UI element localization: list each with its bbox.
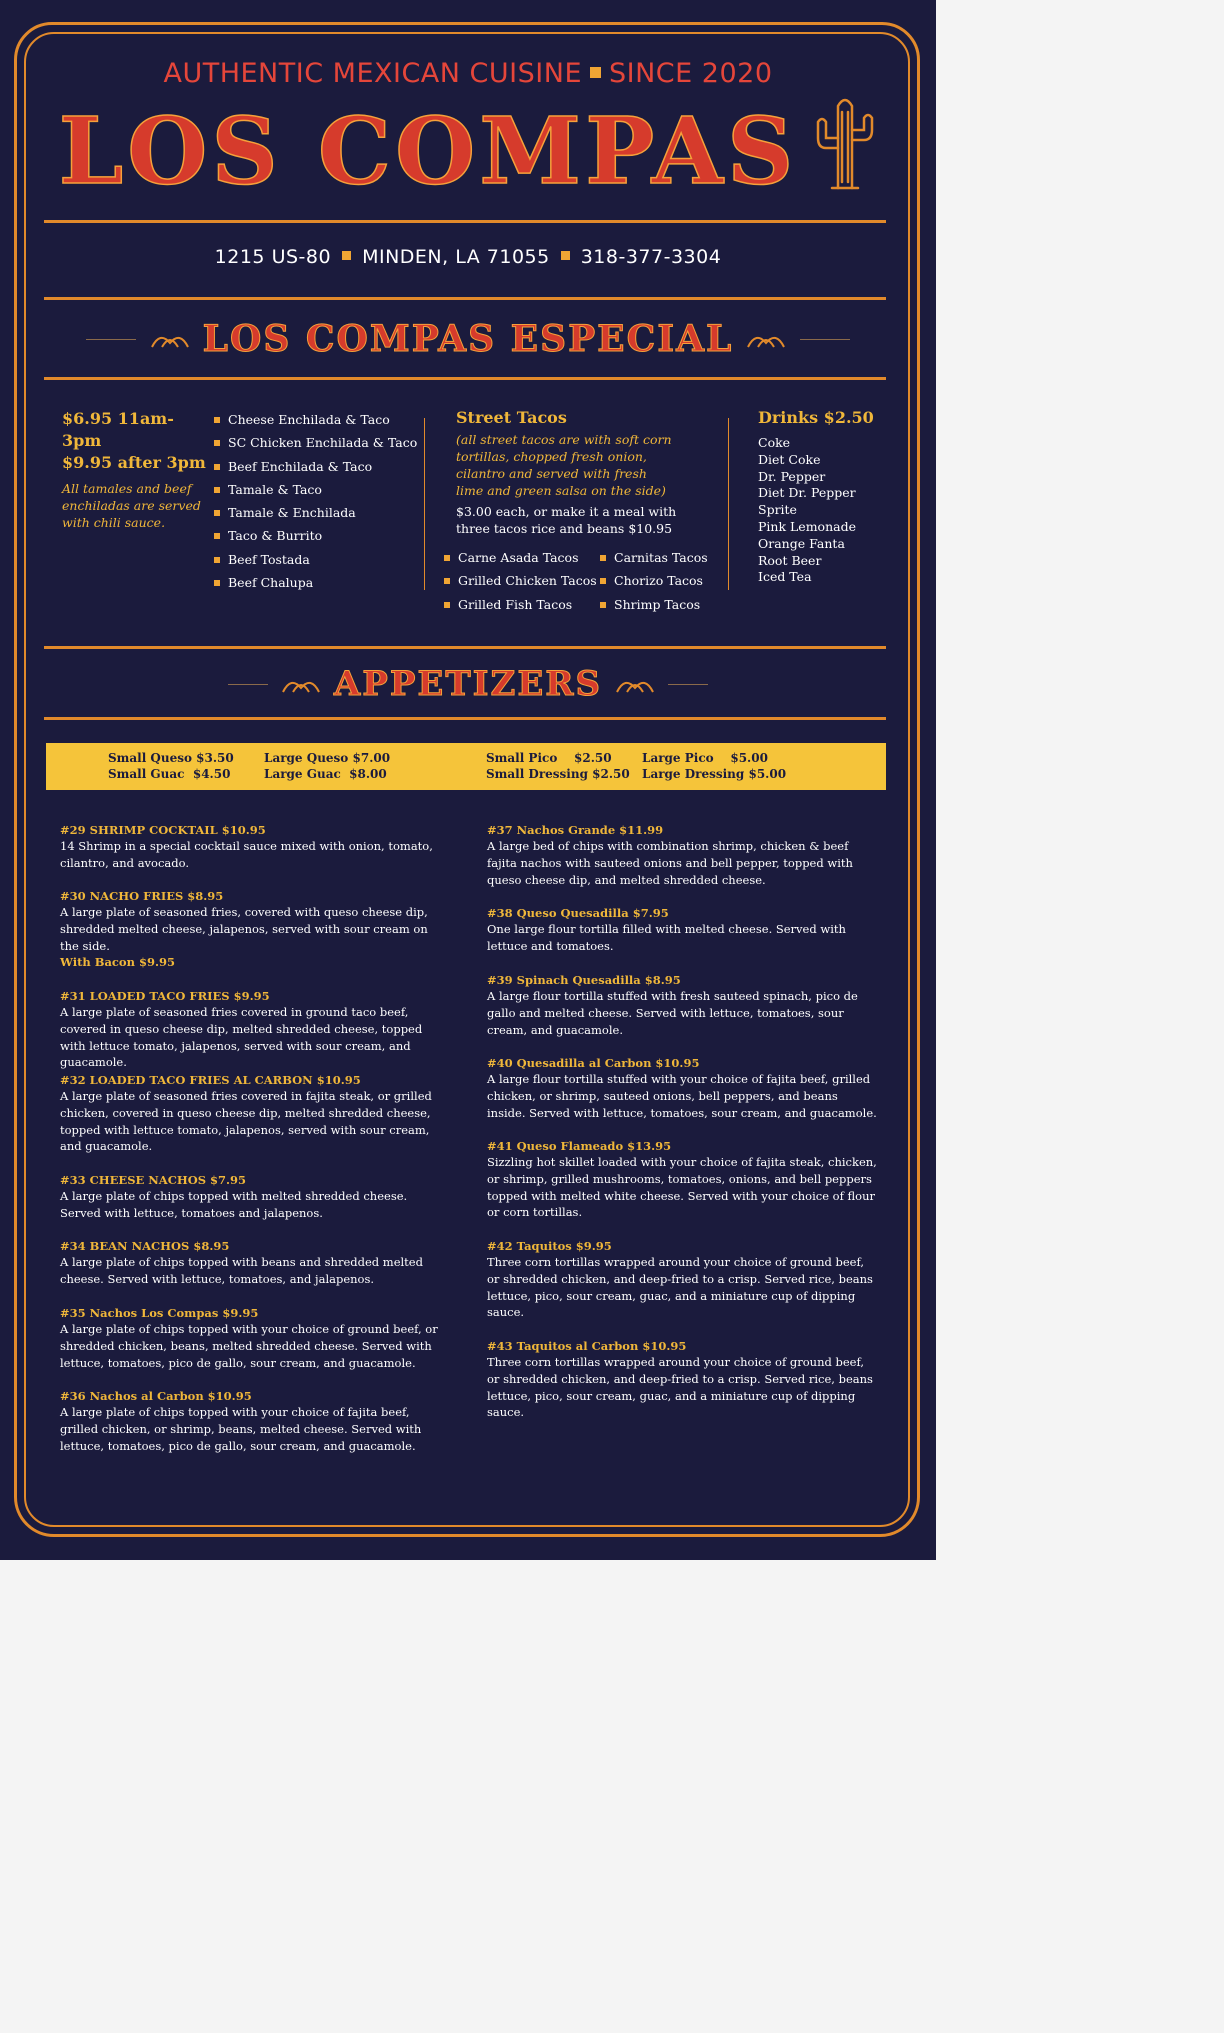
- appetizer-name: #34 BEAN NACHOS $8.95: [60, 1239, 230, 1253]
- tacos-list-right: [600, 546, 720, 616]
- appetizer-description: A large flour tortilla stuffed with your choice of fajita beef, grilled chicken, or shrimp, sauteed onions, bell peppers, and beans inside. Served with lettuce, tomatoes, sour cream, and guacamole.: [487, 1072, 877, 1120]
- appetizer-item: [60, 1388, 450, 1454]
- drink-item: Root Beer: [758, 552, 822, 568]
- especial-prices: [62, 408, 207, 531]
- appetizer-description: 14 Shrimp in a special cocktail sauce mixed with onion, tomato, cilantro, and avocado.: [60, 839, 433, 870]
- appetizers-banner: [0, 664, 936, 704]
- lunch-price: $6.95 11am-3pm: [62, 409, 174, 450]
- appetizer-name: #37 Nachos Grande $11.99: [487, 823, 664, 837]
- divider: [44, 377, 886, 380]
- drinks-list: [758, 435, 878, 586]
- combo-item: Beef Chalupa: [214, 571, 419, 594]
- sides-large-queso-guac: Large Queso $7.00 Large Guac $8.00: [264, 751, 391, 781]
- appetizer-description: A large flour tortilla stuffed with fresh sauteed spinach, pico de gallo and melted cheese. Served with lettuce, tomatoes, sour cream, and guacamole.: [487, 989, 858, 1037]
- combo-item: Tamale & Enchilada: [214, 501, 419, 524]
- drinks-section: [758, 408, 878, 586]
- appetizer-extra-option: With Bacon $9.95: [60, 955, 175, 970]
- drink-item: Iced Tea: [758, 569, 812, 585]
- appetizer-description: One large flour tortilla filled with melted cheese. Served with lettuce and tomatoes.: [487, 922, 846, 953]
- divider: [44, 646, 886, 649]
- street-tacos-title: Street Tacos: [456, 408, 567, 427]
- appetizer-description: Sizzling hot skillet loaded with your choice of fajita steak, chicken, or shrimp, grilled mushrooms, tomatoes, onions, and bell peppers topped with melted white cheese. Served with your choice of flour or corn tortillas.: [487, 1155, 877, 1220]
- dinner-price: $9.95 after 3pm: [62, 453, 206, 472]
- drink-item: Orange Fanta: [758, 535, 845, 551]
- appetizer-item: [487, 972, 877, 1038]
- ornament-icon: [746, 329, 786, 349]
- sides-price-bar: [46, 743, 886, 790]
- appetizer-name: #40 Quesadilla al Carbon $10.95: [487, 1056, 700, 1070]
- drink-item: Diet Dr. Pepper: [758, 485, 856, 501]
- city: MINDEN, LA 71055: [362, 246, 550, 268]
- appetizer-description: A large plate of seasoned fries covered in ground taco beef, covered in queso cheese dip, melted shredded cheese, topped with lettuce tomato, jalapenos, served with sour cream, and guacamole.: [60, 1005, 423, 1070]
- appetizer-description: A large plate of seasoned fries covered in fajita steak, or grilled chicken, covered in queso cheese dip, melted shredded cheese, topped with lettuce tomato, jalapenos, served with sour cream, and guacamole.: [60, 1089, 432, 1154]
- appetizer-item: [487, 1055, 877, 1121]
- appetizer-description: A large plate of chips topped with melted shredded cheese. Served with lettuce, tomatoes and jalapenos.: [60, 1189, 408, 1220]
- street-taco-item: Chorizo Tacos: [600, 569, 720, 592]
- tagline-since: SINCE 2020: [609, 58, 773, 89]
- street-taco-item: Grilled Chicken Tacos: [444, 569, 604, 592]
- cactus-icon: [812, 92, 878, 192]
- restaurant-name: LOS COMPAS: [58, 97, 798, 205]
- appetizer-name: #41 Queso Flameado $13.95: [487, 1139, 672, 1153]
- address-line: [0, 246, 936, 268]
- street-tacos-note: (all street tacos are with soft corn tortillas, chopped fresh onion, cilantro and served with fresh lime and green salsa on the side): [456, 432, 672, 498]
- appetizer-name: #33 CHEESE NACHOS $7.95: [60, 1173, 247, 1187]
- appetizer-name: #32 LOADED TACO FRIES AL CARBON $10.95: [60, 1073, 361, 1087]
- appetizer-item: [487, 1238, 877, 1321]
- combo-list: [214, 408, 419, 594]
- especial-title: LOS COMPAS ESPECIAL: [202, 318, 734, 360]
- street-taco-item: Carne Asada Tacos: [444, 546, 604, 569]
- appetizer-description: A large plate of chips topped with your choice of fajita beef, grilled chicken, or shrimp, beans, melted cheese. Served with lettuce, tomatoes, pico de gallo, sour cream, and guacamole.: [60, 1405, 422, 1453]
- appetizer-item: [487, 1138, 877, 1221]
- appetizers-title: APPETIZERS: [333, 664, 603, 704]
- appetizer-item: [487, 1338, 877, 1421]
- sides-small-queso-guac: Small Queso $3.50 Small Guac $4.50: [108, 751, 234, 781]
- appetizer-description: Three corn tortillas wrapped around your choice of ground beef, or shredded chicken, and deep-fried to a crisp. Served rice, beans lettuce, pico, sour cream, guac, and a miniature cup of dipping sauce.: [487, 1255, 873, 1320]
- appetizer-description: A large bed of chips with combination shrimp, chicken & beef fajita nachos with sauteed onions and bell pepper, topped with queso cheese dip, and melted shredded cheese.: [487, 839, 853, 887]
- street-tacos-section: [456, 408, 721, 537]
- drink-item: Pink Lemonade: [758, 518, 856, 534]
- appetizer-item: [60, 1305, 450, 1371]
- appetizer-description: A large plate of seasoned fries, covered with queso cheese dip, shredded melted cheese, jalapenos, served with sour cream on the side.: [60, 905, 428, 953]
- especial-note: All tamales and beef enchiladas are served with chili sauce.: [62, 481, 201, 530]
- street-taco-item: Shrimp Tacos: [600, 593, 720, 616]
- appetizer-item: [60, 1238, 450, 1288]
- square-bullet-icon: [590, 67, 601, 78]
- sides-small-pico-dressing: Small Pico $2.50 Small Dressing $2.50: [486, 751, 630, 781]
- drink-item: Sprite: [758, 502, 797, 518]
- tagline: [0, 58, 936, 89]
- appetizer-description: A large plate of chips topped with your choice of ground beef, or shredded chicken, beans, melted shredded cheese. Served with lettuce, tomatoes, pico de gallo, sour cream, and guacamole.: [60, 1322, 438, 1370]
- square-bullet-icon: [561, 251, 570, 260]
- column-divider: [424, 418, 425, 590]
- ornament-icon: [281, 674, 321, 694]
- appetizer-description: A large plate of chips topped with beans and shredded melted cheese. Served with lettuce, tomatoes, and jalapenos.: [60, 1255, 423, 1286]
- appetizer-name: #31 LOADED TACO FRIES $9.95: [60, 989, 270, 1003]
- ornament-icon: [150, 329, 190, 349]
- tagline-cuisine: AUTHENTIC MEXICAN CUISINE: [163, 58, 582, 89]
- especial-banner: [0, 318, 936, 360]
- phone: 318-377-3304: [580, 246, 722, 268]
- drink-item: Dr. Pepper: [758, 468, 826, 484]
- square-bullet-icon: [342, 251, 351, 260]
- appetizer-name: #39 Spinach Quesadilla $8.95: [487, 973, 681, 987]
- divider: [44, 220, 886, 223]
- appetizer-item: [60, 822, 450, 872]
- drinks-title: Drinks $2.50: [758, 408, 874, 427]
- drink-item: Diet Coke: [758, 451, 821, 467]
- appetizer-item: [487, 822, 877, 888]
- divider: [44, 297, 886, 300]
- appetizer-item: [60, 1072, 450, 1155]
- combo-item: Taco & Burrito: [214, 524, 419, 547]
- appetizer-item: [60, 888, 450, 971]
- street-taco-item: Carnitas Tacos: [600, 546, 720, 569]
- appetizer-item: [487, 905, 877, 955]
- combo-item: Beef Enchilada & Taco: [214, 455, 419, 478]
- sides-large-pico-dressing: Large Pico $5.00 Large Dressing $5.00: [642, 751, 787, 781]
- appetizer-item: [60, 1172, 450, 1222]
- appetizer-name: #43 Taquitos al Carbon $10.95: [487, 1339, 687, 1353]
- combo-item: SC Chicken Enchilada & Taco: [214, 431, 419, 454]
- ornament-icon: [615, 674, 655, 694]
- appetizer-name: #42 Taquitos $9.95: [487, 1239, 612, 1253]
- appetizer-name: #29 SHRIMP COCKTAIL $10.95: [60, 823, 266, 837]
- appetizer-name: #38 Queso Quesadilla $7.95: [487, 906, 669, 920]
- drink-item: Coke: [758, 435, 791, 450]
- appetizer-name: #35 Nachos Los Compas $9.95: [60, 1306, 259, 1320]
- combo-item: Beef Tostada: [214, 548, 419, 571]
- combo-item: Cheese Enchilada & Taco: [214, 408, 419, 431]
- street-taco-item: Grilled Fish Tacos: [444, 593, 604, 616]
- combo-item: Tamale & Taco: [214, 478, 419, 501]
- appetizer-description: Three corn tortillas wrapped around your choice of ground beef, or shredded chicken, and deep-fried to a crisp. Served rice, beans lettuce, pico, sour cream, guac, and a miniature cup of dipping sauce.: [487, 1355, 873, 1420]
- appetizer-item: [60, 988, 450, 1071]
- street-tacos-price: $3.00 each, or make it a meal with three tacos rice and beans $10.95: [456, 504, 677, 536]
- divider: [44, 717, 886, 720]
- appetizer-name: #30 NACHO FRIES $8.95: [60, 889, 224, 903]
- tacos-list-left: [444, 546, 604, 616]
- street-address: 1215 US-80: [214, 246, 332, 268]
- appetizer-name: #36 Nachos al Carbon $10.95: [60, 1389, 252, 1403]
- column-divider: [728, 418, 729, 590]
